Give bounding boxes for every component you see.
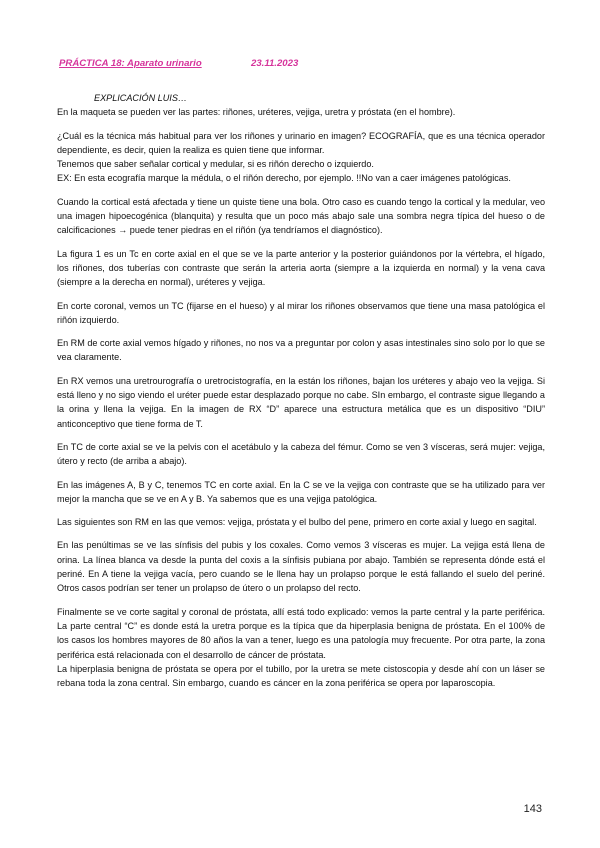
paragraph-prostate-sections: Finalmente se ve corte sagital y coronal de próstata, allí está todo explicado: vemos la parte central y la parte periférica. La parte central “C” es donde está la uretra porque es la típica que da hiperplasia benigna de próstata. En el 100% de los casos los hombres mayores de 80 años la van a tener, luego es una patología muy frecuente. Por otra parte, la zona periférica está relacionada con el desarrollo de cáncer de próstata. [57, 606, 545, 660]
paragraph-images-abc: En las imágenes A, B y C, tenemos TC en corte axial. En la C se ve la vejiga con contraste que se ha utilizado para ver mejor la mancha que se ve en A y B. Ya sabemos que es una vejiga patológica. [57, 479, 545, 504]
paragraph-cortical-medular: Tenemos que saber señalar cortical y medular, si es riñón derecho o izquierdo. [57, 159, 374, 170]
document-body [57, 91, 545, 699]
paragraph-xray: En RX vemos una uretrourografía o uretrocistografía, en la están los riñones, bajan los uréteres y abajo veo la vejiga. Si está lleno y no sigo viendo el uréter puede estar desplazado porque no cabe. SIn embargo, el contraste sigue llegando a la orina y llena la vejiga. En la imagen de RX “D” aparece una estructura metálica que es un dispositivo “DIU” anticonceptivo que tiene forma de T. [57, 375, 545, 429]
paragraph-model-parts: En la maqueta se pueden ver las partes: riñones, uréteres, vejiga, uretra y próstata (en el hombre). [57, 107, 456, 118]
explanation-subheading: EXPLICACIÓN LUIS… [94, 93, 187, 103]
paragraph-cortical-cyst: Cuando la cortical está afectada y tiene un quiste tiene una bola. Otro caso es cuando tengo la cortical y la medular, veo una imagen hipoecogénica (blanquita) y resulta que un poco más abajo sale una sombra negra típica del hueso o de calcificaciones → puede tener piedras en el riñón (ya tendríamos el diagnóstico). [57, 196, 545, 236]
practice-date: 23.11.2023 [251, 58, 299, 69]
paragraph-coronal-ct: En corte coronal, vemos un TC (fijarse en el hueso) y al mirar los riñones observamos que tiene una masa patológica el riñón izquierdo. [57, 300, 545, 325]
paragraph-exam-note: EX: En esta ecografía marque la médula, o el riñón derecho, por ejemplo. !!No van a caer imágenes patológicas. [57, 173, 511, 184]
paragraph-ultrasound-question: ¿Cuál es la técnica más habitual para ver los riñones y urinario en imagen? ECOGRAFÍA, que es una técnica operador dependiente, es decir, quien la realiza es quien tiene que informar. [57, 130, 545, 155]
paragraph-pelvis-ct: En TC de corte axial se ve la pelvis con el acetábulo y la cabeza del fémur. Como se ven 3 vísceras, será mujer: vejiga, útero y recto (de arriba a abajo). [57, 441, 545, 467]
paragraph-figure-1: La figura 1 es un Tc en corte axial en el que se ve la parte anterior y la posterior guiándonos por la vértebra, el hígado, los riñones, dos tuberías con contraste que serán la arteria aorta (siempre a la izquierda en normal) y la vena cava (siempre a la derecha en normal), uréteres y vejiga. [57, 248, 545, 288]
practice-title: PRÁCTICA 18: Aparato urinario [59, 58, 202, 69]
page-number: 143 [523, 803, 542, 815]
paragraph-pubic-symphysis: En las penúltimas se ve las sínfisis del pubis y los coxales. Como vemos 3 vísceras es mujer. La vejiga está llena de orina. La línea blanca va desde la punta del coxis a la sínfisis pubiana por abajo. También se representa dónde está el periné. En A tiene la vejiga vacía, pero cuando se le llena hay un prolapso porque le está fallando el suelo del periné. Otros casos podrían ser tener un prolapso de útero o un prolapso del recto. [57, 540, 545, 594]
paragraph-prostate-mri: Las siguientes son RM en las que vemos: vejiga, próstata y el bulbo del pene, primero en corte axial y luego en sagital. [57, 517, 537, 528]
paragraph-hyperplasia-surgery: La hiperplasia benigna de próstata se opera por el tubillo, por la uretra se mete cistoscopia y desde ahí con un láser se rebana toda la zona central. Sin embargo, cuando es cáncer en la zona periférica se opera por laparoscopia. [57, 663, 545, 689]
paragraph-axial-mri: En RM de corte axial vemos hígado y riñones, no nos va a preguntar por colon y asas intestinales sino solo por lo que se vea claramente. [57, 338, 545, 363]
document-header [59, 58, 299, 69]
